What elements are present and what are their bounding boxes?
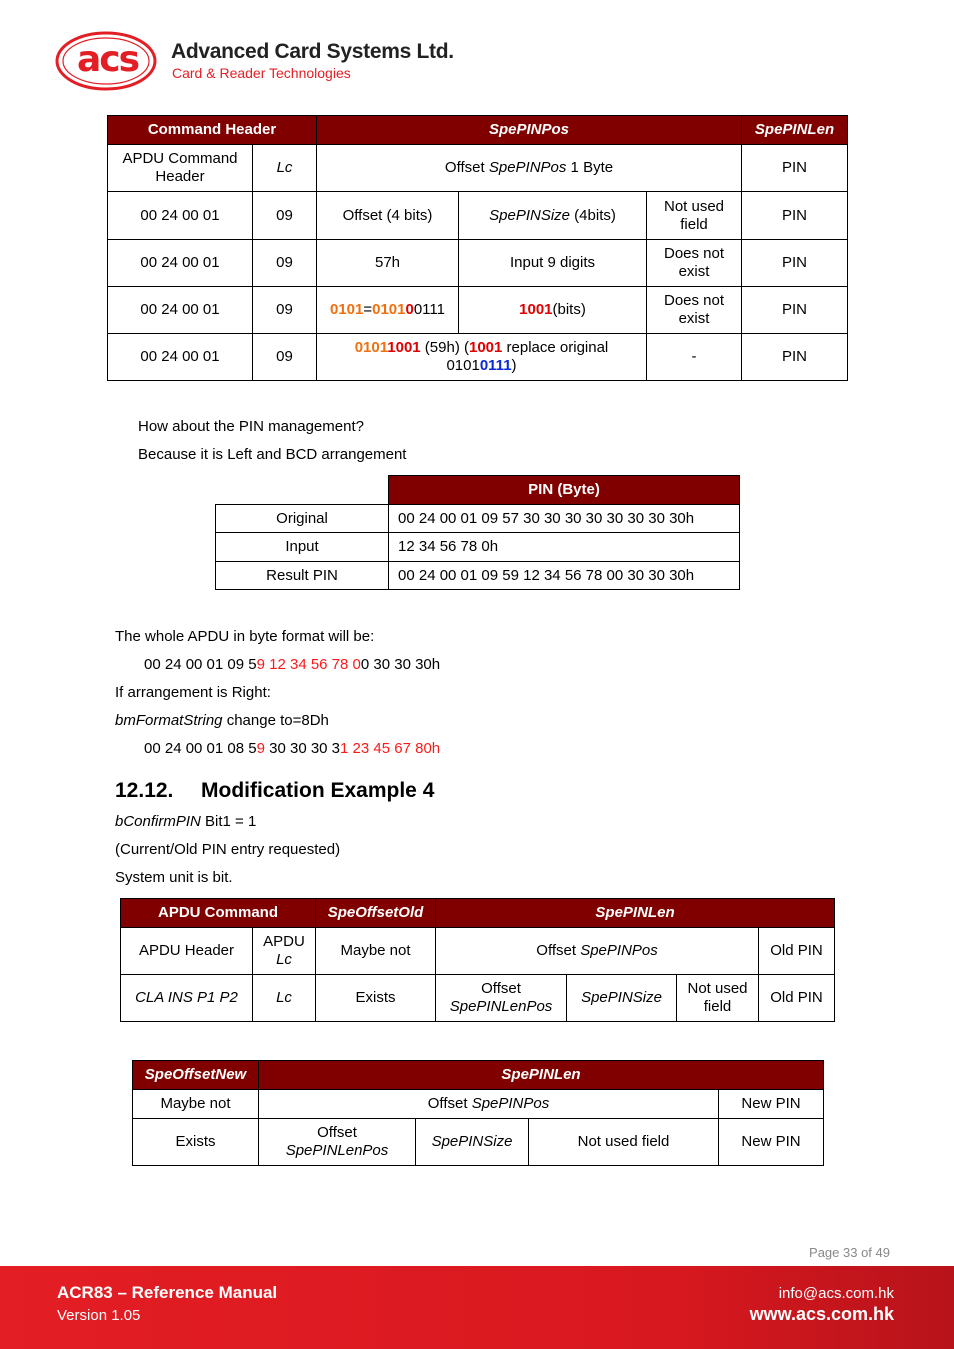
- cell: New PIN: [719, 1090, 824, 1119]
- system-unit-note: System unit is bit.: [115, 869, 233, 886]
- cell-text: Offset: [536, 942, 581, 959]
- cell: Maybe not: [316, 928, 436, 975]
- cell: 09: [253, 240, 317, 287]
- table-row: [108, 240, 848, 287]
- cell-text: Offset: [317, 1124, 357, 1141]
- cell-text: (bits): [552, 301, 586, 318]
- current-pin-note: (Current/Old PIN entry requested): [115, 841, 341, 858]
- header-pin-byte: PIN (Byte): [389, 476, 740, 505]
- table-speoffsetnew: [132, 1060, 824, 1166]
- text-part: bmFormatString: [115, 712, 223, 729]
- footer-website[interactable]: www.acs.com.hk: [749, 1304, 894, 1324]
- company-logo: [55, 30, 159, 92]
- bconfirmpin-line: [115, 813, 256, 831]
- cell-text: SpePINSize: [489, 206, 571, 224]
- cell-text: 1001: [469, 339, 503, 356]
- cell: [259, 1119, 416, 1166]
- cell-text: Offset: [444, 159, 489, 176]
- cell: 09: [253, 192, 317, 240]
- cell: Lc: [253, 975, 316, 1022]
- cell: [317, 334, 647, 381]
- text-part: 00 24 00 01 08 5: [144, 740, 257, 757]
- header-apdu-command: APDU Command: [121, 899, 316, 928]
- table-apdu-command: [120, 898, 835, 1022]
- cell: [436, 928, 759, 975]
- text-part: Bit1 = 1: [200, 813, 257, 830]
- company-tagline: Card & Reader Technologies: [172, 65, 351, 81]
- cell: 00 24 00 01 09 59 12 34 56 78 00 30 30 30h: [389, 562, 740, 590]
- cell-text: 0101: [372, 301, 406, 318]
- cell: SpePINSize: [416, 1119, 529, 1166]
- cell-text: =: [363, 301, 373, 318]
- cell-text: Offset: [481, 980, 521, 997]
- text-part: change to=8Dh: [222, 712, 329, 729]
- text-part: 9: [256, 740, 265, 757]
- cell-text: (59h) (: [420, 339, 469, 356]
- header-spepinlen: SpePINLen: [259, 1061, 824, 1090]
- apdu-byte-format-right: [144, 740, 440, 758]
- cell: 00 24 00 01 09 57 30 30 30 30 30 30 30 30h: [389, 505, 740, 533]
- cell: Does not exist: [647, 287, 742, 334]
- footer-doc-title: ACR83 – Reference Manual: [57, 1283, 278, 1302]
- cell: [459, 287, 647, 334]
- cell: Exists: [133, 1119, 259, 1166]
- cell-text: (4bits): [570, 206, 616, 224]
- table-row: [216, 562, 740, 590]
- cell: APDU Header: [121, 928, 253, 975]
- table-command-header: [107, 115, 848, 381]
- cell-text: SpePINPos: [488, 159, 567, 176]
- company-name: Advanced Card Systems Ltd.: [171, 40, 454, 63]
- header-spepinlen: SpePINLen: [436, 899, 835, 928]
- cell: 09: [253, 287, 317, 334]
- cell-text: APDU: [263, 933, 305, 950]
- table-row: [108, 287, 848, 334]
- section-title: Modification Example 4: [201, 779, 435, 802]
- cell-text: ): [511, 357, 517, 374]
- arrangement-note: Because it is Left and BCD arrangement: [138, 446, 407, 463]
- cell: Original: [216, 505, 389, 533]
- cell: Exists: [316, 975, 436, 1022]
- cell-text: 0111: [413, 301, 445, 318]
- cell: 00 24 00 01: [108, 240, 253, 287]
- cell: Input 9 digits: [459, 240, 647, 287]
- cell: PIN: [742, 334, 848, 381]
- cell: APDU Command Header: [108, 145, 253, 192]
- empty-corner: [216, 476, 389, 505]
- cell-text: SpePINPos: [580, 942, 658, 959]
- cell-text: 1001: [387, 339, 421, 356]
- cell: [317, 287, 459, 334]
- cell: [253, 928, 316, 975]
- pin-management-question: How about the PIN management?: [138, 418, 364, 435]
- cell-text: 1001: [519, 301, 553, 318]
- apdu-byte-format-left: [144, 656, 440, 674]
- table-row: [216, 533, 740, 562]
- cell: Maybe not: [133, 1090, 259, 1119]
- header-speoffsetnew: SpeOffsetNew: [133, 1061, 259, 1090]
- bmformatstring-change: [115, 712, 329, 730]
- cell: PIN: [742, 192, 848, 240]
- cell: 57h: [317, 240, 459, 287]
- cell-text: replace original: [502, 339, 609, 356]
- footer-version: Version 1.05: [57, 1307, 141, 1324]
- cell: [317, 145, 742, 192]
- cell: -: [647, 334, 742, 381]
- cell: 00 24 00 01: [108, 334, 253, 381]
- logo-text: acs: [77, 39, 139, 80]
- cell: 00 24 00 01: [108, 192, 253, 240]
- table-row: [108, 192, 848, 240]
- cell-text: SpePINPos: [471, 1095, 550, 1112]
- cell-text: SpePINLenPos: [449, 998, 553, 1015]
- cell: PIN: [742, 287, 848, 334]
- cell: [459, 192, 647, 240]
- cell: SpePINSize: [567, 975, 677, 1022]
- cell-text: Lc: [276, 951, 292, 968]
- cell-text: 0: [405, 301, 414, 318]
- cell: Not used field: [647, 192, 742, 240]
- cell: Not used field: [677, 975, 759, 1022]
- cell: PIN: [742, 240, 848, 287]
- cell: 12 34 56 78 0h: [389, 533, 740, 562]
- header-command-header: Command Header: [108, 116, 317, 145]
- right-arrangement-intro: If arrangement is Right:: [115, 684, 271, 701]
- table-row: [216, 505, 740, 533]
- cell-text: 1 Byte: [566, 159, 614, 176]
- header-speoffsetold: SpeOffsetOld: [316, 899, 436, 928]
- cell: Does not exist: [647, 240, 742, 287]
- cell-text: 0101: [354, 339, 388, 356]
- cell-text: Offset: [427, 1095, 472, 1112]
- footer-bar: [0, 1266, 954, 1349]
- cell: PIN: [742, 145, 848, 192]
- section-number: 12.12.: [115, 779, 174, 802]
- cell-text: 0101: [329, 301, 364, 318]
- page-number: Page 33 of 49: [809, 1245, 890, 1260]
- cell: New PIN: [719, 1119, 824, 1166]
- cell: [259, 1090, 719, 1119]
- cell: Result PIN: [216, 562, 389, 590]
- cell: Not used field: [529, 1119, 719, 1166]
- table-row: [133, 1119, 824, 1166]
- text-part: 30 30 30 3: [264, 740, 341, 757]
- cell: CLA INS P1 P2: [121, 975, 253, 1022]
- footer-email[interactable]: info@acs.com.hk: [778, 1285, 894, 1302]
- cell-text: 0111: [479, 357, 512, 374]
- cell-text: 0101: [446, 357, 480, 374]
- table-row: [121, 975, 835, 1022]
- text-part: 0 30 30 30h: [360, 656, 441, 673]
- cell: [436, 975, 567, 1022]
- table-row: [121, 928, 835, 975]
- cell-text: SpePINLenPos: [285, 1142, 389, 1159]
- cell: 09: [253, 334, 317, 381]
- header-spepinpos: SpePINPos: [317, 116, 742, 145]
- text-part: 1 23 45 67 80h: [340, 740, 441, 757]
- table-pin-byte: [215, 475, 740, 590]
- cell: 00 24 00 01: [108, 287, 253, 334]
- cell: Lc: [253, 145, 317, 192]
- cell: Old PIN: [759, 975, 835, 1022]
- text-part: 9 12 34 56 78 0: [256, 656, 361, 673]
- text-part: 00 24 00 01 09 5: [144, 656, 257, 673]
- cell: Input: [216, 533, 389, 562]
- table-row: [108, 334, 848, 381]
- header-spepinlen: SpePINLen: [742, 116, 848, 145]
- text-part: bConfirmPIN: [115, 813, 201, 830]
- cell: Old PIN: [759, 928, 835, 975]
- apdu-byte-format-intro: The whole APDU in byte format will be:: [115, 628, 375, 645]
- table-row: [133, 1090, 824, 1119]
- cell: Offset (4 bits): [317, 192, 459, 240]
- table-row: [108, 145, 848, 192]
